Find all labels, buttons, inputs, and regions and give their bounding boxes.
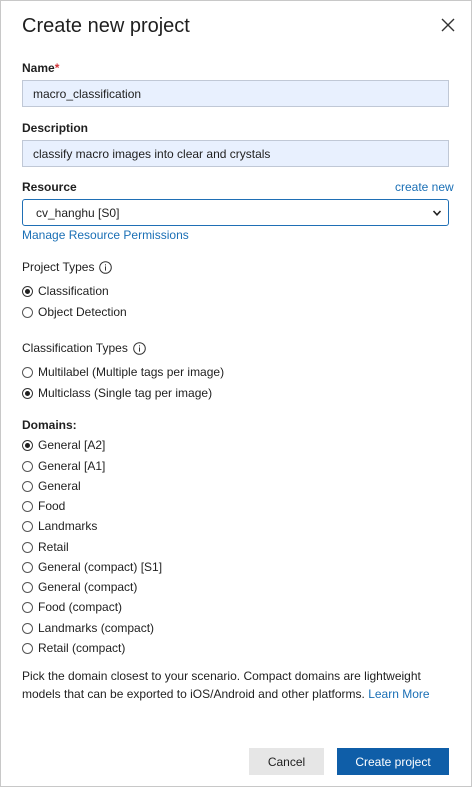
close-icon	[438, 15, 458, 35]
domains-label: Domains:	[22, 418, 77, 432]
classification-types-label	[22, 341, 146, 355]
radio-label: General	[38, 479, 81, 493]
project-types-label-text: Project Types	[22, 260, 95, 274]
radio-circle[interactable]	[22, 602, 33, 613]
radio-circle[interactable]	[22, 501, 33, 512]
create-project-button[interactable]: Create project	[337, 748, 449, 775]
manage-resource-permissions-link[interactable]: Manage Resource Permissions	[22, 228, 189, 242]
chevron-down-icon	[432, 208, 442, 218]
required-marker: *	[54, 61, 60, 75]
radio-label: Retail	[38, 540, 69, 554]
radio-domain-food[interactable]	[22, 499, 65, 513]
radio-domain-retail[interactable]	[22, 540, 69, 554]
radio-domain-general-a1[interactable]	[22, 459, 105, 473]
radio-domain-general-compact-s1[interactable]	[22, 560, 162, 574]
radio-circle[interactable]	[22, 461, 33, 472]
radio-circle-checked[interactable]	[22, 440, 33, 451]
radio-domain-general[interactable]	[22, 479, 81, 493]
radio-domain-general-a2[interactable]	[22, 438, 105, 452]
dialog-title: Create new project	[22, 15, 190, 37]
resource-select[interactable]	[22, 199, 449, 226]
classification-types-label-text: Classification Types	[22, 341, 128, 355]
radio-label: Landmarks (compact)	[38, 621, 155, 635]
radio-multilabel[interactable]	[22, 365, 224, 379]
description-label: Description	[22, 121, 89, 135]
radio-label: Food (compact)	[38, 600, 123, 614]
radio-circle[interactable]	[22, 481, 33, 492]
radio-classification[interactable]	[22, 284, 109, 298]
radio-circle-checked[interactable]	[22, 388, 33, 399]
name-label	[22, 61, 59, 75]
radio-domain-general-compact[interactable]	[22, 580, 137, 594]
learn-more-link[interactable]: Learn More	[368, 687, 430, 701]
radio-label: Landmarks	[38, 519, 98, 533]
radio-circle[interactable]	[22, 367, 33, 378]
radio-circle[interactable]	[22, 542, 33, 553]
radio-label: Classification	[38, 284, 109, 298]
name-label-text: Name	[22, 61, 55, 75]
radio-domain-retail-compact[interactable]	[22, 641, 125, 655]
radio-label: General [A1]	[38, 459, 106, 473]
radio-multiclass[interactable]	[22, 386, 212, 400]
radio-circle[interactable]	[22, 307, 33, 318]
radio-circle[interactable]	[22, 643, 33, 654]
radio-domain-landmarks-compact[interactable]	[22, 621, 154, 635]
radio-label: Object Detection	[38, 305, 127, 319]
radio-object-detection[interactable]	[22, 305, 127, 319]
description-input[interactable]	[22, 140, 449, 167]
radio-circle[interactable]	[22, 521, 33, 532]
info-icon[interactable]	[99, 261, 112, 274]
radio-label: General (compact) [S1]	[38, 560, 163, 574]
create-new-link[interactable]: create new	[395, 180, 454, 194]
resource-label: Resource	[22, 180, 77, 194]
radio-circle[interactable]	[22, 562, 33, 573]
radio-domain-landmarks[interactable]	[22, 519, 97, 533]
radio-label: Retail (compact)	[38, 641, 126, 655]
radio-label: General [A2]	[38, 438, 106, 452]
radio-label: Food	[38, 499, 66, 513]
cancel-button[interactable]: Cancel	[249, 748, 324, 775]
radio-label: General (compact)	[38, 580, 138, 594]
domain-help-text	[22, 667, 462, 703]
resource-select-value: cv_hanghu [S0]	[36, 206, 120, 220]
help-text-body: Pick the domain closest to your scenario. Compact domains are lightweight models that can be exported to iOS/Android and other platforms.	[22, 669, 421, 701]
radio-domain-food-compact[interactable]	[22, 600, 122, 614]
name-input[interactable]	[22, 80, 449, 107]
radio-circle[interactable]	[22, 582, 33, 593]
radio-label: Multiclass (Single tag per image)	[38, 386, 213, 400]
project-types-label	[22, 260, 112, 274]
radio-label: Multilabel (Multiple tags per image)	[38, 365, 225, 379]
close-button[interactable]	[438, 15, 458, 35]
radio-circle-checked[interactable]	[22, 286, 33, 297]
radio-circle[interactable]	[22, 623, 33, 634]
info-icon[interactable]	[133, 342, 146, 355]
